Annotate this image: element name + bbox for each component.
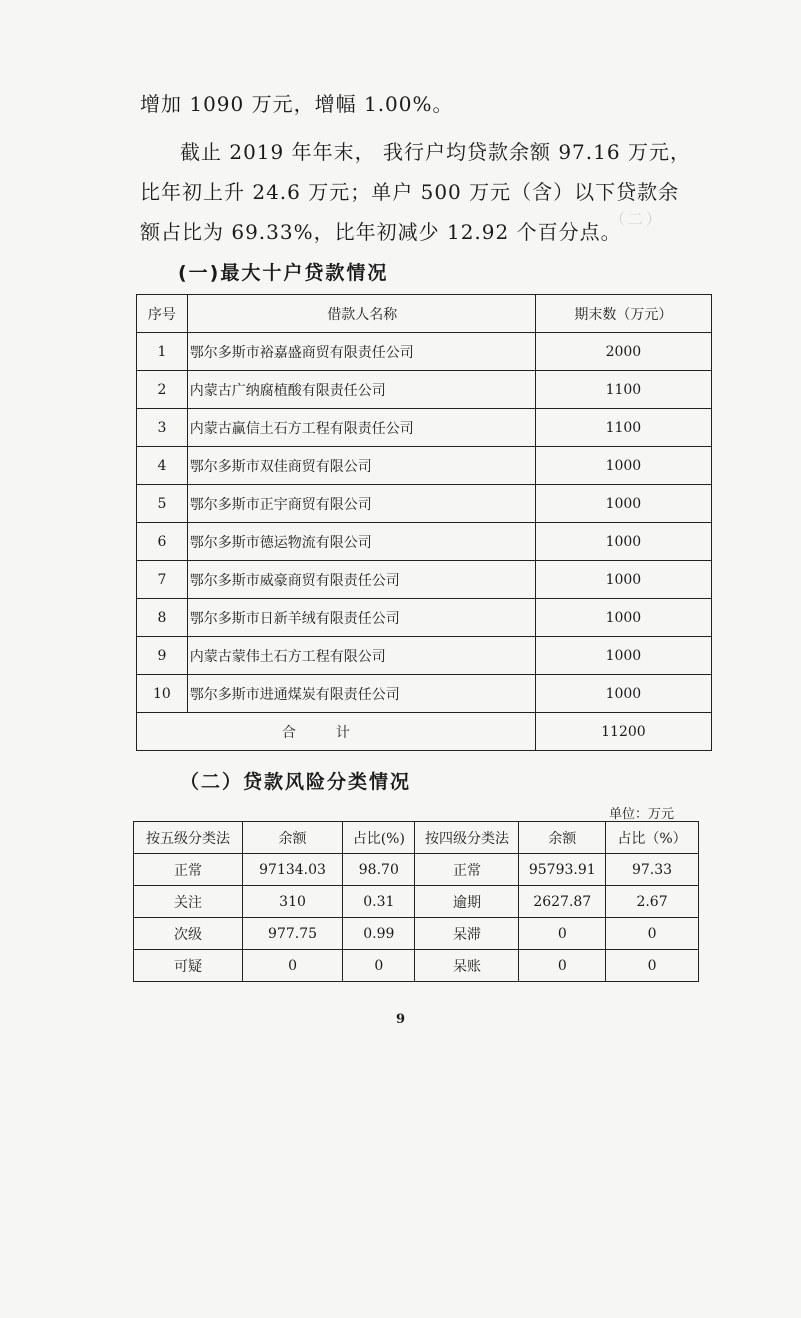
cell: 次级 (134, 918, 243, 950)
section2-heading: （二）贷款风险分类情况 (180, 771, 412, 793)
cell: 97134.03 (242, 854, 342, 886)
cell: 97.33 (606, 854, 699, 886)
header-five-tier: 按五级分类法 (134, 822, 243, 854)
header-ratio: 占比(%) (343, 822, 415, 854)
row-index: 1 (137, 333, 188, 371)
cell: 0 (519, 918, 606, 950)
table-row (137, 675, 712, 713)
row-amount: 1000 (535, 485, 711, 523)
header-ratio: 占比（%） (606, 822, 699, 854)
row-borrower: 鄂尔多斯市裕嘉盛商贸有限责任公司 (187, 333, 535, 371)
cell: 2627.87 (519, 886, 606, 918)
row-index: 3 (137, 409, 188, 447)
table-header-row (137, 295, 712, 333)
table-row (137, 371, 712, 409)
table-row (134, 886, 699, 918)
cell: 95793.91 (519, 854, 606, 886)
paragraph-1: 增加 1090 万元，增幅 1.00%。 (140, 92, 454, 116)
cell: 98.70 (343, 854, 415, 886)
cell: 0.31 (343, 886, 415, 918)
table-row (137, 447, 712, 485)
risk-classification-table (133, 821, 699, 982)
cell: 0.99 (343, 918, 415, 950)
cell: 可疑 (134, 950, 243, 982)
row-index: 6 (137, 523, 188, 561)
top-ten-borrowers-table (136, 294, 712, 751)
row-borrower: 内蒙古蒙伟土石方工程有限公司 (187, 637, 535, 675)
row-amount: 1000 (535, 675, 711, 713)
row-amount: 1000 (535, 599, 711, 637)
unit-label: 单位：万元 (609, 807, 675, 822)
row-amount: 1100 (535, 409, 711, 447)
cell: 310 (242, 886, 342, 918)
table-row (137, 561, 712, 599)
table-header-row (134, 822, 699, 854)
section1-heading: (一)最大十户贷款情况 (178, 262, 389, 284)
table-row (137, 637, 712, 675)
row-amount: 1000 (535, 447, 711, 485)
header-four-tier: 按四级分类法 (415, 822, 519, 854)
row-borrower: 内蒙古广纳腐植酸有限责任公司 (187, 371, 535, 409)
row-borrower: 鄂尔多斯市日新羊绒有限责任公司 (187, 599, 535, 637)
bleed-through-mark: （二） (610, 210, 665, 228)
row-borrower: 鄂尔多斯市正宇商贸有限公司 (187, 485, 535, 523)
page-number: 9 (395, 1012, 406, 1027)
table-row (137, 333, 712, 371)
total-label: 合计 (137, 713, 536, 751)
row-index: 4 (137, 447, 188, 485)
cell: 关注 (134, 886, 243, 918)
table-row (134, 918, 699, 950)
cell: 0 (343, 950, 415, 982)
row-index: 2 (137, 371, 188, 409)
cell: 0 (519, 950, 606, 982)
cell: 逾期 (415, 886, 519, 918)
table-row (137, 409, 712, 447)
row-amount: 1000 (535, 523, 711, 561)
row-borrower: 鄂尔多斯市德运物流有限公司 (187, 523, 535, 561)
table-row (137, 523, 712, 561)
cell: 977.75 (242, 918, 342, 950)
row-borrower: 鄂尔多斯市双佳商贸有限公司 (187, 447, 535, 485)
header-index: 序号 (137, 295, 188, 333)
paragraph-2: 截止 2019 年年末， 我行户均贷款余额 97.16 万元，比年初上升 24.6 万元；单户 500 万元（含）以下贷款余额占比为 69.33%，比年初减少 12.92 个百分点。 (140, 140, 691, 244)
table-row (137, 599, 712, 637)
header-amount: 期末数（万元） (535, 295, 711, 333)
header-borrower: 借款人名称 (187, 295, 535, 333)
cell: 0 (242, 950, 342, 982)
header-balance: 余额 (519, 822, 606, 854)
cell: 正常 (415, 854, 519, 886)
cell: 0 (606, 918, 699, 950)
row-index: 10 (137, 675, 188, 713)
header-balance: 余额 (242, 822, 342, 854)
row-index: 8 (137, 599, 188, 637)
cell: 呆滞 (415, 918, 519, 950)
row-index: 5 (137, 485, 188, 523)
row-amount: 2000 (535, 333, 711, 371)
cell: 正常 (134, 854, 243, 886)
total-amount: 11200 (535, 713, 711, 751)
table-row (134, 950, 699, 982)
cell: 呆账 (415, 950, 519, 982)
row-amount: 1100 (535, 371, 711, 409)
row-amount: 1000 (535, 637, 711, 675)
row-borrower: 鄂尔多斯市威豪商贸有限责任公司 (187, 561, 535, 599)
row-amount: 1000 (535, 561, 711, 599)
cell: 2.67 (606, 886, 699, 918)
row-borrower: 内蒙古赢信土石方工程有限责任公司 (187, 409, 535, 447)
table-row (137, 485, 712, 523)
row-index: 7 (137, 561, 188, 599)
table-row (134, 854, 699, 886)
row-index: 9 (137, 637, 188, 675)
row-borrower: 鄂尔多斯市进通煤炭有限责任公司 (187, 675, 535, 713)
cell: 0 (606, 950, 699, 982)
table-total-row (137, 713, 712, 751)
